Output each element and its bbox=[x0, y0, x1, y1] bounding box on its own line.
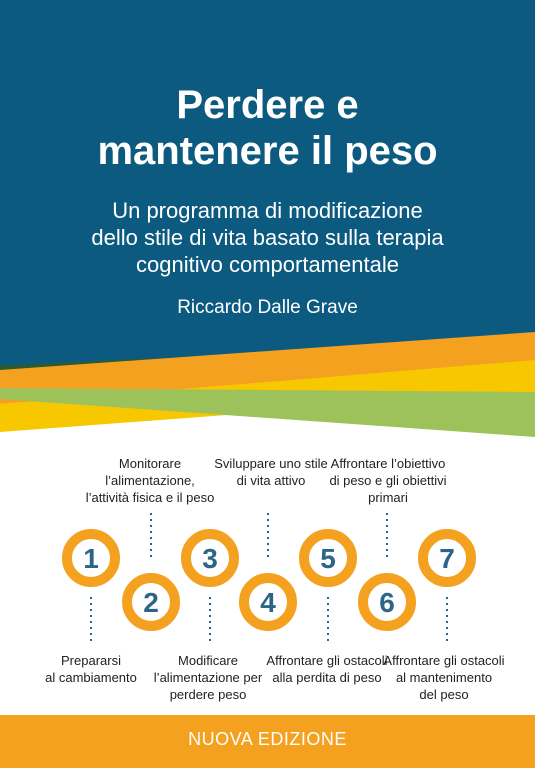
subtitle-line-2: dello stile di vita basato sulla terapia bbox=[91, 225, 444, 250]
step-5-number: 5 bbox=[320, 543, 336, 574]
edition-label: NUOVA EDIZIONE bbox=[188, 729, 347, 749]
step-6-label-line-1: Affrontare l’obiettivo bbox=[330, 456, 446, 471]
step-3-number: 3 bbox=[202, 543, 218, 574]
subtitle-line-1: Un programma di modificazione bbox=[112, 198, 423, 223]
step-3-label-line-3: perdere peso bbox=[169, 687, 247, 702]
step-2-label-line-1: Monitorare bbox=[118, 456, 182, 471]
step-4-number: 4 bbox=[260, 587, 276, 618]
step-6-number: 6 bbox=[379, 587, 395, 618]
step-1-number: 1 bbox=[83, 543, 99, 574]
step-6-label bbox=[313, 455, 463, 506]
step-2-label-line-3: l’attività fisica e il peso bbox=[85, 490, 215, 505]
steps-diagram bbox=[0, 505, 535, 655]
step-7-number: 7 bbox=[439, 543, 455, 574]
step-2-label-line-2: l’alimentazione, bbox=[105, 473, 195, 488]
step-2-number: 2 bbox=[143, 587, 159, 618]
book-title-line-2: mantenere il peso bbox=[97, 129, 438, 173]
step-7-label-line-3: del peso bbox=[419, 687, 469, 702]
step-7-label-line-2: al mantenimento bbox=[395, 670, 493, 685]
step-4-label-line-1: Sviluppare uno stile bbox=[214, 456, 328, 471]
step-5-label-line-2: alla perdita di peso bbox=[272, 670, 382, 685]
subtitle-line-3: cognitivo comportamentale bbox=[136, 252, 399, 277]
step-6-label-line-2: di peso e gli obiettivi bbox=[329, 473, 447, 488]
step-3-label-line-1: Modificare bbox=[178, 653, 238, 668]
author-name: Riccardo Dalle Grave bbox=[177, 297, 358, 318]
step-4-label-line-2: di vita attivo bbox=[236, 473, 306, 488]
step-7-label bbox=[369, 652, 519, 703]
step-1-label-line-2: al cambiamento bbox=[45, 670, 137, 685]
book-title-line-1: Perdere e bbox=[176, 83, 359, 127]
step-6-label-line-3: primari bbox=[368, 490, 408, 505]
step-3-label-line-2: l’alimentazione per bbox=[153, 670, 263, 685]
step-7-label-line-1: Affrontare gli ostacoli bbox=[383, 653, 505, 668]
step-5-label-line-1: Affrontare gli ostacoli bbox=[266, 653, 388, 668]
step-1-label-line-1: Prepararsi bbox=[61, 653, 121, 668]
